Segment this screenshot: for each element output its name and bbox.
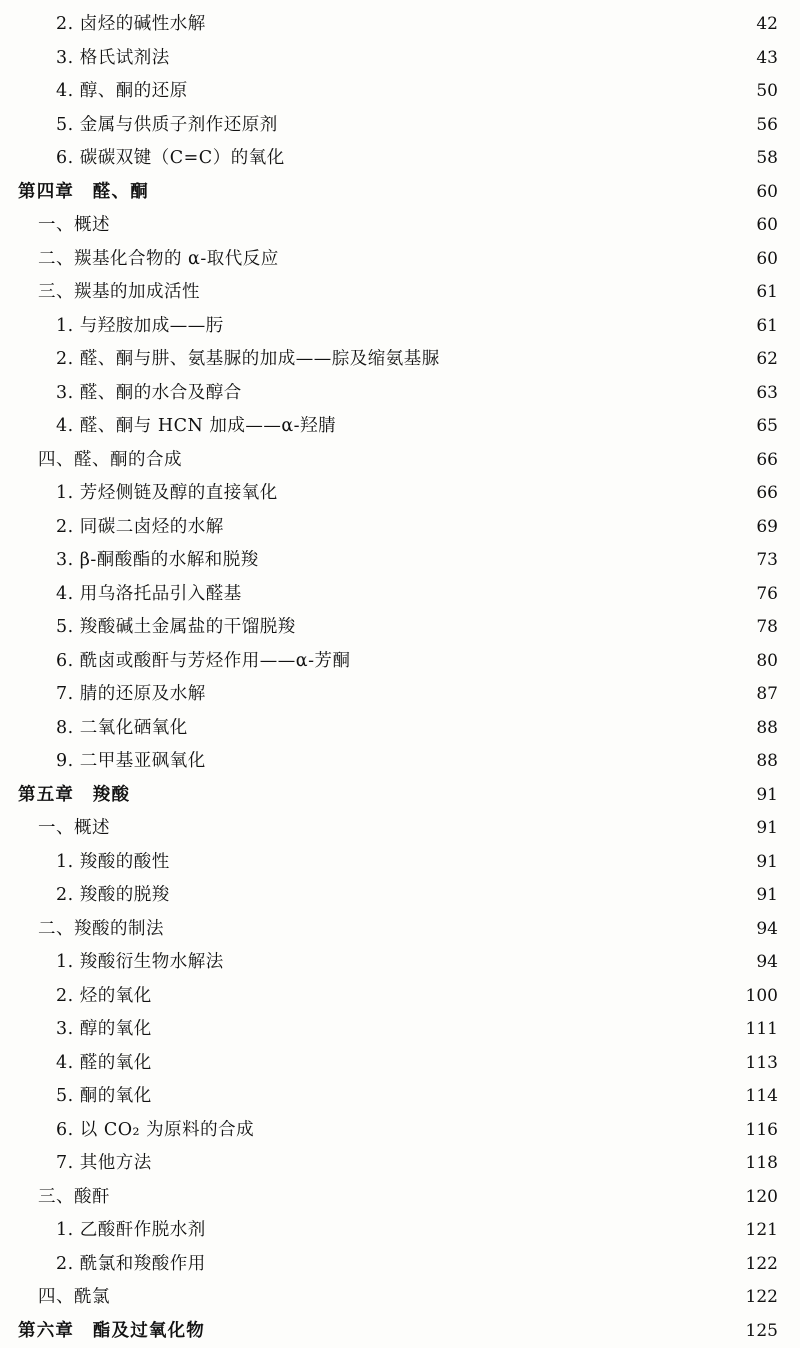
dot-leader [159, 1033, 726, 1034]
toc-entry-page-number: 122 [732, 1281, 778, 1315]
toc-entry-page-number: 94 [732, 913, 778, 947]
dot-leader [358, 665, 727, 666]
toc-entry-title: 1. 乙酸酐作脱水剂 [56, 1214, 206, 1248]
toc-entry-title: 二、羰基化合物的 α-取代反应 [38, 243, 279, 277]
toc-entry-page-number: 61 [732, 276, 778, 310]
toc-entry-title: 1. 与羟胺加成——肟 [56, 310, 224, 344]
toc-entry[interactable] [0, 1315, 800, 1348]
toc-entry[interactable] [0, 310, 800, 344]
toc-entry[interactable] [0, 779, 800, 813]
dot-leader [249, 598, 726, 599]
dot-leader [447, 363, 726, 364]
toc-entry-page-number: 43 [732, 42, 778, 76]
toc-entry-title: 4. 醛的氧化 [56, 1047, 152, 1081]
toc-entry-title: 5. 酮的氧化 [56, 1080, 152, 1114]
toc-entry-title: 3. 醛、酮的水合及醇合 [56, 377, 242, 411]
toc-entry-title: 4. 醛、酮与 HCN 加成——α-羟腈 [56, 410, 336, 444]
toc-entry-page-number: 60 [732, 209, 778, 243]
toc-entry-page-number: 62 [732, 343, 778, 377]
toc-entry[interactable] [0, 243, 800, 277]
toc-entry[interactable] [0, 1281, 800, 1315]
toc-entry-title: 一、概述 [38, 209, 110, 243]
toc-entry-page-number: 88 [732, 712, 778, 746]
toc-entry-title: 3. 醇的氧化 [56, 1013, 152, 1047]
dot-leader [159, 1000, 726, 1001]
dot-leader [177, 899, 726, 900]
toc-entry-page-number: 50 [732, 75, 778, 109]
toc-entry[interactable] [0, 209, 800, 243]
toc-entry[interactable] [0, 1181, 800, 1215]
dot-leader [195, 95, 726, 96]
dot-leader [212, 1335, 726, 1336]
dot-leader [159, 1067, 726, 1068]
toc-entry[interactable] [0, 879, 800, 913]
toc-entry-title: 9. 二甲基亚砜氧化 [56, 745, 206, 779]
dot-leader [195, 732, 726, 733]
toc-entry[interactable] [0, 1080, 800, 1114]
toc-entry-page-number: 73 [732, 544, 778, 578]
toc-entry-title: 第四章 醛、酮 [18, 176, 149, 210]
toc-entry[interactable] [0, 1047, 800, 1081]
dot-leader [286, 263, 726, 264]
toc-entry-title: 四、醛、酮的合成 [38, 444, 182, 478]
toc-entry-page-number: 125 [732, 1315, 778, 1348]
dot-leader [213, 698, 726, 699]
toc-entry-page-number: 65 [732, 410, 778, 444]
toc-entry-page-number: 120 [732, 1181, 778, 1215]
toc-entry[interactable] [0, 511, 800, 545]
toc-entry-title: 3. 格氏试剂法 [56, 42, 170, 76]
toc-entry[interactable] [0, 176, 800, 210]
dot-leader [213, 1268, 726, 1269]
dot-leader [231, 966, 726, 967]
toc-entry[interactable] [0, 1214, 800, 1248]
toc-entry-title: 3. β-酮酸酯的水解和脱羧 [56, 544, 259, 578]
toc-entry[interactable] [0, 109, 800, 143]
toc-entry-title: 6. 碳碳双键（C=C）的氧化 [56, 142, 285, 176]
toc-entry-title: 1. 芳烃侧链及醇的直接氧化 [56, 477, 278, 511]
toc-entry[interactable] [0, 8, 800, 42]
toc-entry-page-number: 61 [732, 310, 778, 344]
toc-entry[interactable] [0, 1248, 800, 1282]
toc-entry-page-number: 42 [732, 8, 778, 42]
toc-entry-page-number: 66 [732, 444, 778, 478]
toc-entry-page-number: 91 [732, 779, 778, 813]
toc-entry-title: 二、羧酸的制法 [38, 913, 164, 947]
toc-entry-title: 第六章 酯及过氧化物 [18, 1315, 205, 1348]
dot-leader [117, 1201, 726, 1202]
toc-entry-title: 1. 羧酸的酸性 [56, 846, 170, 880]
dot-leader [156, 196, 726, 197]
dot-leader [159, 1167, 726, 1168]
toc-entry-page-number: 80 [732, 645, 778, 679]
dot-leader [261, 1134, 726, 1135]
toc-entry-title: 2. 烃的氧化 [56, 980, 152, 1014]
toc-entry-page-number: 113 [732, 1047, 778, 1081]
toc-entry-page-number: 88 [732, 745, 778, 779]
toc-entry-page-number: 56 [732, 109, 778, 143]
toc-entry-page-number: 60 [732, 243, 778, 277]
dot-leader [343, 430, 726, 431]
toc-entry-page-number: 111 [732, 1013, 778, 1047]
toc-entry-page-number: 60 [732, 176, 778, 210]
toc-entry-page-number: 122 [732, 1248, 778, 1282]
dot-leader [137, 799, 726, 800]
toc-entry-page-number: 114 [732, 1080, 778, 1114]
toc-entry[interactable] [0, 42, 800, 76]
dot-leader [292, 162, 726, 163]
toc-entry-title: 三、羰基的加成活性 [38, 276, 200, 310]
toc-entry-title: 7. 其他方法 [56, 1147, 152, 1181]
toc-entry-title: 三、酸酐 [38, 1181, 110, 1215]
toc-entry[interactable] [0, 544, 800, 578]
toc-entry-title: 6. 酰卤或酸酐与芳烃作用——α-芳酮 [56, 645, 351, 679]
toc-entry[interactable] [0, 477, 800, 511]
toc-entry[interactable] [0, 812, 800, 846]
toc-entry-page-number: 100 [732, 980, 778, 1014]
dot-leader [189, 464, 726, 465]
toc-entry-page-number: 58 [732, 142, 778, 176]
dot-leader [213, 28, 726, 29]
toc-entry-page-number: 87 [732, 678, 778, 712]
dot-leader [213, 765, 726, 766]
toc-entry[interactable] [0, 980, 800, 1014]
toc-entry[interactable] [0, 1114, 800, 1148]
toc-entry[interactable] [0, 678, 800, 712]
toc-entry[interactable] [0, 645, 800, 679]
toc-entry-page-number: 94 [732, 946, 778, 980]
dot-leader [117, 229, 726, 230]
toc-entry[interactable] [0, 1013, 800, 1047]
toc-entry-title: 4. 醇、酮的还原 [56, 75, 188, 109]
dot-leader [159, 1100, 726, 1101]
toc-entry[interactable] [0, 1147, 800, 1181]
toc-entry[interactable] [0, 75, 800, 109]
dot-leader [285, 497, 726, 498]
toc-entry[interactable] [0, 276, 800, 310]
toc-entry-page-number: 91 [732, 846, 778, 880]
toc-entry-page-number: 66 [732, 477, 778, 511]
toc-entry-title: 4. 用乌洛托品引入醛基 [56, 578, 242, 612]
toc-entry[interactable] [0, 142, 800, 176]
dot-leader [207, 296, 726, 297]
dot-leader [231, 330, 726, 331]
toc-entry-title: 6. 以 CO₂ 为原料的合成 [56, 1114, 254, 1148]
dot-leader [213, 1234, 726, 1235]
dot-leader [117, 832, 726, 833]
toc-entry-title: 8. 二氧化硒氧化 [56, 712, 188, 746]
dot-leader [285, 129, 726, 130]
toc-entry-page-number: 91 [732, 812, 778, 846]
toc-entry-title: 2. 醛、酮与肼、氨基脲的加成——腙及缩氨基脲 [56, 343, 440, 377]
toc-entry[interactable] [0, 946, 800, 980]
toc-entry[interactable] [0, 712, 800, 746]
toc-entry-page-number: 91 [732, 879, 778, 913]
toc-entry-page-number: 78 [732, 611, 778, 645]
toc-entry-title: 5. 羧酸碱土金属盐的干馏脱羧 [56, 611, 296, 645]
toc-entry[interactable] [0, 343, 800, 377]
dot-leader [249, 397, 726, 398]
toc-entry-title: 2. 同碳二卤烃的水解 [56, 511, 224, 545]
dot-leader [117, 1301, 726, 1302]
toc-entry[interactable] [0, 611, 800, 645]
dot-leader [231, 531, 726, 532]
toc-entry-title: 7. 腈的还原及水解 [56, 678, 206, 712]
dot-leader [266, 564, 726, 565]
toc-entry-title: 2. 羧酸的脱羧 [56, 879, 170, 913]
toc-entry-page-number: 63 [732, 377, 778, 411]
toc-entry-title: 第五章 羧酸 [18, 779, 130, 813]
toc-entry[interactable] [0, 745, 800, 779]
toc-entry-page-number: 116 [732, 1114, 778, 1148]
toc-entry-title: 2. 酰氯和羧酸作用 [56, 1248, 206, 1282]
dot-leader [303, 631, 726, 632]
toc-entry-page-number: 121 [732, 1214, 778, 1248]
toc-entry-title: 2. 卤烃的碱性水解 [56, 8, 206, 42]
toc-entry-title: 四、酰氯 [38, 1281, 110, 1315]
toc-entry-page-number: 69 [732, 511, 778, 545]
toc-entry-page-number: 118 [732, 1147, 778, 1181]
toc-entry[interactable] [0, 846, 800, 880]
toc-entry[interactable] [0, 410, 800, 444]
toc-entry[interactable] [0, 377, 800, 411]
toc-entry-title: 1. 羧酸衍生物水解法 [56, 946, 224, 980]
toc-entry-title: 一、概述 [38, 812, 110, 846]
toc-entry-page-number: 76 [732, 578, 778, 612]
dot-leader [171, 933, 726, 934]
toc-entry[interactable] [0, 578, 800, 612]
dot-leader [177, 62, 726, 63]
dot-leader [177, 866, 726, 867]
toc-entry-title: 5. 金属与供质子剂作还原剂 [56, 109, 278, 143]
toc-entry[interactable] [0, 913, 800, 947]
toc-entry[interactable] [0, 444, 800, 478]
